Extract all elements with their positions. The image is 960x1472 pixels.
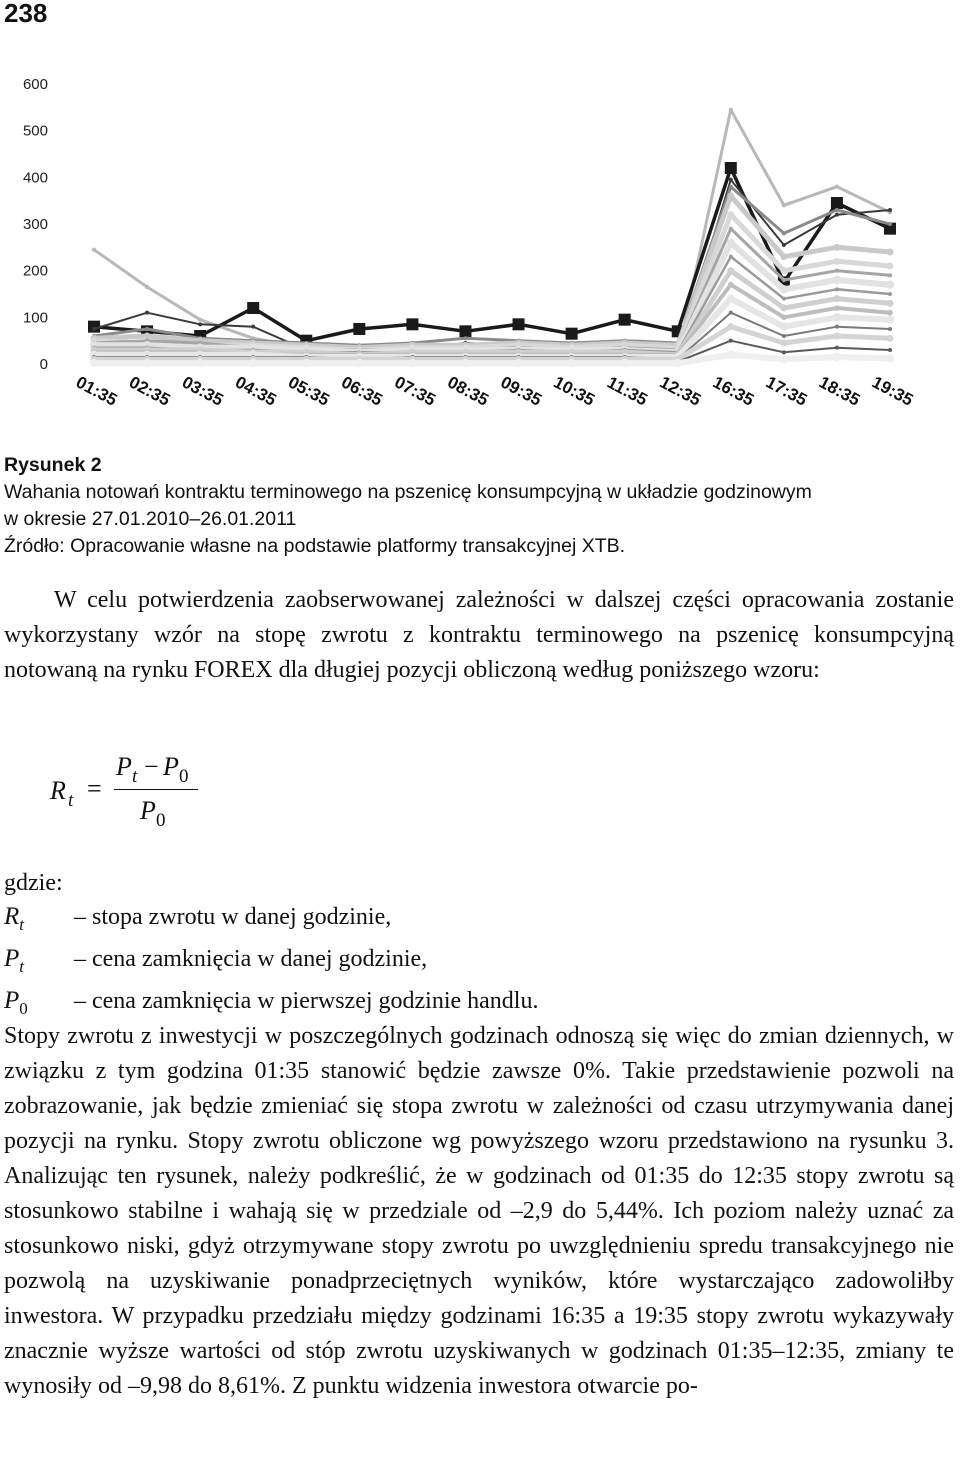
definition-row <box>4 900 538 942</box>
data-point <box>888 348 892 352</box>
data-point <box>727 350 735 358</box>
data-point <box>888 327 892 331</box>
data-point <box>566 328 578 340</box>
data-point <box>725 162 737 174</box>
formula-den: P <box>140 796 156 825</box>
line-chart <box>0 66 960 446</box>
data-point <box>674 359 682 367</box>
caption-title: Rysunek 2 <box>4 454 102 476</box>
definition-symbol: $R_t$ <box>4 903 25 934</box>
x-tick-label: 16:35 <box>709 372 758 410</box>
x-tick-label: 10:35 <box>550 372 598 410</box>
data-point <box>782 278 786 282</box>
formula-equals: = <box>87 774 102 803</box>
x-tick-label: 02:35 <box>125 372 174 410</box>
caption-line-2: w okresie 27.01.2010–26.01.2011 <box>4 508 297 530</box>
y-tick-label: 400 <box>22 169 48 187</box>
formula-den-sub: 0 <box>156 810 166 831</box>
data-point <box>782 231 786 235</box>
data-point <box>781 315 787 321</box>
series-layer <box>88 108 896 368</box>
data-point <box>835 269 839 273</box>
formula-num-b: P <box>163 752 179 781</box>
x-tick-label: 07:35 <box>391 372 439 410</box>
caption-source: Źródło: Opracowanie własne na podstawie platformy transakcyjnej XTB. <box>4 535 626 557</box>
data-point <box>729 185 733 189</box>
data-point <box>887 249 894 256</box>
y-tick-label: 600 <box>22 76 48 93</box>
y-tick-label: 500 <box>22 122 48 140</box>
data-point <box>729 227 733 231</box>
data-point <box>780 340 787 347</box>
data-point <box>833 353 841 361</box>
data-point <box>835 346 839 350</box>
data-point <box>727 267 734 274</box>
data-point <box>198 318 202 322</box>
data-point <box>145 285 149 289</box>
data-point <box>782 203 786 207</box>
return-formula <box>50 752 210 842</box>
y-tick-label: 0 <box>39 356 48 373</box>
x-tick-label: 08:35 <box>444 372 492 410</box>
y-tick-label: 100 <box>22 309 48 327</box>
data-point <box>833 295 840 302</box>
data-point <box>835 185 839 189</box>
x-tick-label: 09:35 <box>497 372 545 410</box>
figure-caption <box>4 452 954 560</box>
x-tick-label: 18:35 <box>815 372 864 410</box>
data-point <box>888 292 892 296</box>
data-point <box>92 327 96 331</box>
data-point <box>461 359 469 367</box>
data-point <box>196 359 204 367</box>
data-point <box>727 193 734 200</box>
data-point <box>782 334 786 338</box>
data-point <box>887 300 894 307</box>
data-point <box>406 318 418 330</box>
x-tick-label: 19:35 <box>868 372 917 410</box>
data-point <box>780 322 788 330</box>
data-point <box>727 294 735 302</box>
data-point <box>514 359 522 367</box>
data-point <box>782 297 786 301</box>
data-point <box>835 208 839 212</box>
data-point <box>353 323 365 335</box>
data-point <box>782 243 786 247</box>
definition-text: – cena zamknięcia w pierwszej godzinie handlu. <box>74 988 539 1014</box>
data-point <box>886 280 894 288</box>
data-point <box>145 311 149 315</box>
data-point <box>729 255 733 259</box>
x-tick-label: 17:35 <box>762 372 811 410</box>
data-point <box>727 238 735 246</box>
definition-symbol: $P_0$ <box>4 987 28 1018</box>
data-point <box>408 359 416 367</box>
x-tick-label: 04:35 <box>232 372 280 410</box>
page-number: 238 <box>4 0 48 28</box>
data-point <box>835 325 839 329</box>
data-point <box>251 325 255 329</box>
data-point <box>833 244 840 251</box>
intro-paragraph: W celu potwierdzenia zaobserwowanej zależności w dalszej części opracowania zostanie wykorzystany wzór na stopę zwrotu z kontraktu terminowego na pszenicę konsumpcyjną notowaną na rynku FOREX dla długiej pozycji obliczoną według poniższego wzoru: <box>4 587 954 683</box>
definition-symbol: $P_t$ <box>4 945 25 976</box>
data-point <box>143 359 151 367</box>
data-point <box>198 322 202 326</box>
data-point <box>887 310 893 316</box>
data-point <box>886 315 894 323</box>
body-paragraph: Stopy zwrotu z inwestycji w poszczególnych godzinach odnoszą się więc do zmian dziennych, w związku z tym godzina 01:35 stanowić będzie zawsze 0%. Takie przedstawienie pozwoli na zobrazowanie, jak będzie zmieniać się stopa zwrotu w zależności od czasu utrzymywania danej pozycji na rynku. Stopy zwrotu obliczone wg powyższego wzoru przedstawiono na rysunku 3. Analizując ten rysunek, należy podkreślić, że w godzinach od 01:35 do 12:35 stopy zwrotu są stosunkowo stabilne i wahają się w przedziale od –2,9 do 5,44%. Ich poziom należy uznać za stosunkowo niski, gdyż otrzymywane stopy zwrotu po uwzględnieniu spredu transakcyjnego nie pozwolą na uzyskiwanie ponadprzeciętnych wyników, które wystarczająco zadowoliłby inwestora. W przypadku przedziału między godzinami 16:35 a 19:35 stopy zwrotu wykazywały znacznie wyższe wartości od stóp zwrotu uzyskiwanych w godzinach 01:35–12:35, zmiany te wynosiły od –9,98 do 8,61%. Z punktu widzenia inwestora otwarcie po- <box>4 1023 954 1399</box>
data-point <box>355 359 363 367</box>
formula-lhs-sub: t <box>68 790 74 811</box>
data-point <box>728 282 734 288</box>
formula-lhs: R <box>50 776 66 805</box>
data-point <box>782 350 786 354</box>
caption-line-1: Wahania notowań kontraktu terminowego na pszenicę konsumpcyjną w układzie godzinowym <box>4 481 812 503</box>
data-point <box>619 314 631 326</box>
y-tick-label: 300 <box>22 216 48 233</box>
definition-text: – stopa zwrotu w danej godzinie, <box>74 904 392 930</box>
where-label: gdzie: <box>4 870 63 896</box>
data-point <box>302 359 310 367</box>
definitions <box>4 866 538 1026</box>
data-point <box>247 302 259 314</box>
data-point <box>831 197 843 209</box>
formula-num-a-sub: t <box>132 766 138 787</box>
data-point <box>835 287 839 291</box>
data-point <box>459 325 471 337</box>
y-axis <box>23 76 48 373</box>
data-point <box>835 213 839 217</box>
data-point <box>780 253 787 260</box>
data-point <box>888 208 892 212</box>
data-point <box>249 359 257 367</box>
data-point <box>729 178 733 182</box>
x-axis <box>73 373 916 410</box>
data-point <box>620 359 628 367</box>
data-point <box>727 211 734 218</box>
fraction-bar <box>114 789 198 790</box>
data-point <box>729 108 733 112</box>
x-tick-label: 01:35 <box>72 372 121 410</box>
data-point <box>833 333 840 340</box>
definition-text: – cena zamknięcia w danej godzinie, <box>74 946 428 972</box>
formula-minus: − <box>144 752 159 781</box>
data-point <box>727 323 734 330</box>
data-point <box>92 248 96 252</box>
data-point <box>780 267 787 274</box>
data-point <box>729 339 733 343</box>
formula-num-b-sub: 0 <box>179 766 189 787</box>
data-point <box>145 327 149 331</box>
x-tick-label: 03:35 <box>179 372 227 410</box>
data-point <box>888 222 892 226</box>
data-point <box>513 318 525 330</box>
formula-num-a: P <box>116 752 132 781</box>
x-tick-label: 12:35 <box>656 372 704 410</box>
definition-row <box>4 942 538 984</box>
data-point <box>780 285 788 293</box>
y-tick-label: 200 <box>22 262 48 280</box>
data-point <box>463 336 467 340</box>
data-point <box>90 359 98 367</box>
data-point <box>833 258 840 265</box>
data-point <box>886 354 894 362</box>
data-point <box>729 311 733 315</box>
data-point <box>567 359 575 367</box>
x-tick-label: 05:35 <box>285 372 333 410</box>
x-tick-label: 06:35 <box>338 372 386 410</box>
data-point <box>833 313 841 321</box>
data-point <box>834 305 840 311</box>
x-tick-label: 11:35 <box>604 372 651 410</box>
data-point <box>780 305 787 312</box>
data-point <box>144 333 151 340</box>
data-point <box>887 263 894 270</box>
data-point <box>888 273 892 277</box>
data-point <box>887 335 894 342</box>
data-point <box>780 355 788 363</box>
data-point <box>833 276 841 284</box>
